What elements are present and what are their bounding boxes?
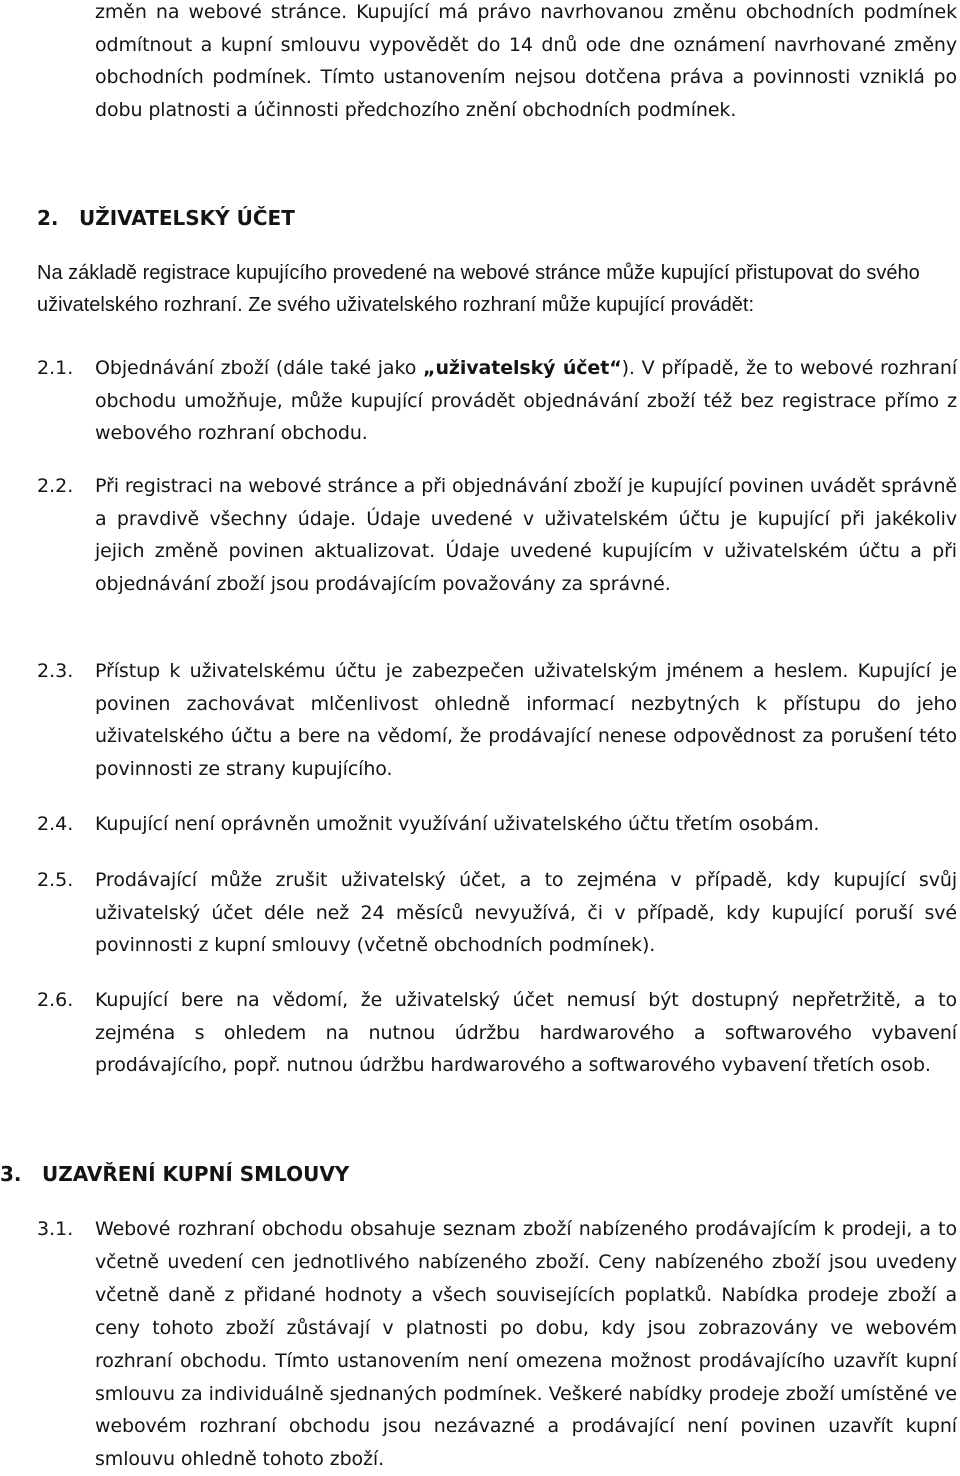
section-2-number: 2. (37, 206, 59, 230)
clause-2-1 (95, 352, 957, 450)
clause-number: 2.6. (37, 989, 74, 1011)
clause-number: 2.1. (37, 357, 74, 379)
clause-number: 3.1. (37, 1218, 74, 1240)
section-3-number: 3. (0, 1162, 22, 1186)
clause-2-1-text-before: Objednávání zboží (dále také jako (95, 357, 424, 379)
clause-2-5: Prodávající může zrušit uživatelský účet, a to zejména v případě, kdy kupující svůj uživatelský účet déle než 24 měsíců nevyužívá, či v případě, kdy kupující poruší své povinnosti z kupní smlouvy (včetně obchodních podmínek). (95, 869, 957, 956)
clause-2-1-emphasis: uživatelský účet (435, 357, 610, 379)
section-2-title: UŽIVATELSKÝ ÚČET (79, 206, 295, 230)
clause-2-4: Kupující není oprávněn umožnit využívání uživatelského účtu třetím osobám. (95, 813, 820, 835)
clause-number: 2.2. (37, 475, 74, 497)
section-2-heading (37, 202, 295, 234)
section-3-heading (0, 1158, 349, 1190)
clause-number: 2.5. (37, 869, 74, 891)
clause-2-2: Při registraci na webové stránce a při objednávání zboží je kupující povinen uvádět správně a pravdivě všechny údaje. Údaje uvedené v uživatelském účtu je kupující při jakékoliv jejich změně povinen aktualizovat. Údaje uvedené kupujícím v uživatelském účtu a při objednávání zboží jsou prodávajícím považovány za správné. (95, 475, 957, 595)
intro-paragraph: změn na webové stránce. Kupující má právo navrhovanou změnu obchodních podmínek odmítnout a kupní smlouvu vypovědět do 14 dnů ode dne oznámení navrhované změny obchodních podmínek. Tímto ustanovením nejsou dotčena práva a povinnosti vzniklá po dobu platnosti a účinnosti předchozího znění obchodních podmínek. (95, 1, 957, 121)
clause-number: 2.3. (37, 660, 74, 682)
section-3-title: UZAVŘENÍ KUPNÍ SMLOUVY (42, 1162, 350, 1186)
clause-2-6: Kupující bere na vědomí, že uživatelský účet nemusí být dostupný nepřetržitě, a to zejména s ohledem na nutnou údržbu hardwarového a softwarového vybavení prodávajícího, popř. nutnou údržbu hardwarového a softwarového vybavení třetích osob. (95, 989, 957, 1076)
clause-2-1-quote-close: “ (609, 357, 622, 379)
clause-2-3: Přístup k uživatelskému účtu je zabezpečen uživatelským jménem a heslem. Kupující je povinen zachovávat mlčenlivost ohledně informací nezbytných k přístupu do jeho uživatelského účtu a bere na vědomí, že prodávající nenese odpovědnost za porušení této povinnosti ze strany kupujícího. (95, 660, 957, 780)
clause-2-1-quote-open: „ (423, 357, 436, 379)
section-2-intro: Na základě registrace kupujícího provedené na webové stránce může kupující přistupovat do svého uživatelského rozhraní. Ze svého uživatelského rozhraní může kupující provádět: (37, 262, 920, 316)
clause-number: 2.4. (37, 813, 74, 835)
clause-3-1: Webové rozhraní obchodu obsahuje seznam zboží nabízeného prodávajícím k prodeji, a to včetně uvedení cen jednotlivého nabízeného zboží. Ceny nabízeného zboží jsou uvedeny včetně daně z přidané hodnoty a všech souvisejících poplatků. Nabídka prodeje zboží a ceny tohoto zboží zůstávají v platnosti po dobu, kdy jsou zobrazovány ve webovém rozhraní obchodu. Tímto ustanovením není omezena možnost prodávajícího uzavřít kupní smlouvu za individuálně sjednaných podmínek. Veškeré nabídky prodeje zboží umístěné ve webovém rozhraní obchodu jsou nezávazné a prodávající není povinen uzavřít kupní smlouvu ohledně tohoto zboží. (95, 1218, 957, 1471)
clause-2-1-text-after: ). V případě, že to webové rozhraní obchodu umožňuje, může kupující provádět objednávání zboží též bez registrace přímo z webového rozhraní obchodu. (95, 357, 958, 444)
